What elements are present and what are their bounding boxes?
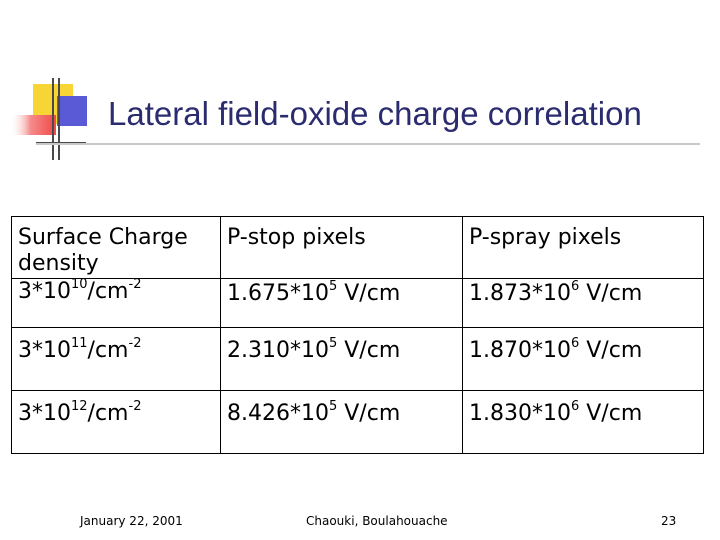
cell-p-stop [221,390,463,453]
table-row [12,278,704,327]
value-base: 1.830*10 [469,400,571,426]
footer-page-number: 23 [661,514,677,528]
header-text: P-stop pixels [227,225,366,250]
unit-exponent: -2 [128,398,142,414]
value-unit: /cm [87,278,129,304]
value-base: 3*10 [18,278,71,304]
footer-date: January 22, 2001 [80,514,183,528]
footer-author: Chaouki, Boulahouache [306,514,448,528]
value-unit: V/cm [337,400,401,426]
table-row [12,327,704,390]
cell-charge [12,327,221,390]
value-exponent: 5 [328,278,338,294]
table-row [12,390,704,453]
value-exponent: 11 [71,335,88,351]
value-base: 1.870*10 [469,337,571,363]
charge-correlation-table [11,216,704,454]
title-divider [36,143,700,145]
value-base: 3*10 [18,337,71,363]
unit-exponent: -2 [128,335,142,351]
value-unit: /cm [87,337,129,363]
value-base: 2.310*10 [227,337,329,363]
value-exponent: 12 [71,398,88,414]
value-exponent: 6 [570,278,580,294]
value-exponent: 6 [570,335,580,351]
value-unit: V/cm [337,337,401,363]
header-surface-charge-density [12,217,221,279]
header-text: Surface Charge density [18,225,188,277]
value-exponent: 5 [328,398,338,414]
cell-p-spray [463,327,704,390]
cell-charge [12,390,221,453]
value-unit: /cm [87,400,129,426]
cell-p-spray [463,390,704,453]
header-p-stop [221,217,463,279]
value-base: 3*10 [18,400,71,426]
value-unit: V/cm [579,280,643,306]
value-base: 1.675*10 [227,280,329,306]
value-exponent: 6 [570,398,580,414]
value-base: 8.426*10 [227,400,329,426]
cell-p-spray [463,278,704,327]
value-unit: V/cm [579,337,643,363]
header-text: P-spray pixels [469,225,622,250]
value-exponent: 5 [328,335,338,351]
slide-title: Lateral field-oxide charge correlation [108,95,642,132]
value-exponent: 10 [71,276,88,292]
value-base: 1.873*10 [469,280,571,306]
cell-p-stop [221,327,463,390]
header-p-spray [463,217,704,279]
value-unit: V/cm [579,400,643,426]
cell-p-stop [221,278,463,327]
unit-exponent: -2 [128,276,142,292]
cell-charge [12,278,221,327]
table-header-row [12,217,704,279]
value-unit: V/cm [337,280,401,306]
